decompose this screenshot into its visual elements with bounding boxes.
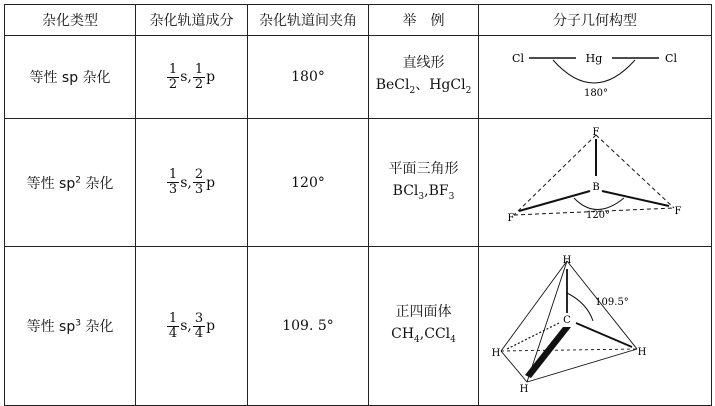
geometry-cell [479,119,712,247]
angle-cell: 120° [248,119,369,247]
angle-arc [574,198,624,210]
dashed-outline [501,349,637,351]
dashed-outline [596,135,674,208]
header-row [5,5,712,36]
bond-line [576,323,632,347]
fraction: $\frac{1}{3}$ [168,167,178,197]
atom-label: Hg [585,52,603,65]
header-orbital-composition: 杂化轨道成分 [136,5,248,36]
dashed-outline [514,135,596,215]
angle-label: 180° [583,88,609,99]
angle-label: 120° [585,210,611,221]
atom-label: F [674,206,682,217]
atom-label: H [519,384,529,395]
table-row [5,119,712,247]
bond-line [519,191,590,211]
fraction: $\frac{1}{4}$ [168,310,178,341]
header-orbital-angle: 杂化轨道间夹角 [248,5,369,36]
geometry-cell [479,247,712,406]
atom-label: H [637,347,647,358]
atom-label: H [562,255,572,266]
atom-label: C [563,315,571,326]
angle-label: 109.5° [595,297,629,308]
hybrid-type-cell: 等性 $sp^3$ 杂化 [5,247,136,406]
atom-label: Cl [665,52,677,65]
atom-label: H [491,348,501,359]
hybrid-type-cell: 等性 sp 杂化 [5,36,136,119]
composition-cell: $\frac{1}{2}$ s, $\frac{1}{2}$ p [136,36,248,119]
fraction: $\frac{1}{2}$ [168,61,178,92]
angle-arc [567,293,593,321]
angle-cell: 180° [248,36,369,119]
geometry-cell [479,36,712,119]
trigonal-planar-diagram [479,119,711,242]
linear-molecule-diagram [479,36,711,114]
example-cell: 直线形 BeCl$_2$、HgCl$_2$ [369,36,479,119]
header-example: 举 例 [369,5,479,36]
hybridization-table [4,4,712,406]
example-cell: 正四面体 $CH_4,CCl_4$ [369,247,479,406]
atom-label: F [592,127,600,138]
fraction: $\frac{1}{2}$ [194,61,204,92]
atom-label: B [592,182,600,193]
angle-cell: 109. 5° [248,247,369,406]
composition-cell: $\frac{1}{3}$ s, $\frac{2}{3}$ p [136,119,248,247]
outline-edge [527,261,567,382]
tetrahedral-diagram [479,247,711,401]
hybrid-type-cell: 等性 $sp^2$ 杂化 [5,119,136,247]
table-row [5,36,712,119]
header-molecular-geometry: 分子几何构型 [479,5,712,36]
fraction: $\frac{3}{4}$ [194,310,204,341]
atom-label: F [507,213,515,224]
wedge-bond [525,327,571,378]
example-cell: 平面三角形 $BCl_3,BF_3$ [369,119,479,247]
fraction: $\frac{2}{3}$ [194,167,204,197]
table-row [5,247,712,406]
atom-label: Cl [512,52,524,65]
outline-edge [501,351,527,382]
composition-cell: $\frac{1}{4}$ s, $\frac{3}{4}$ p [136,247,248,406]
header-hybrid-type: 杂化类型 [5,5,136,36]
